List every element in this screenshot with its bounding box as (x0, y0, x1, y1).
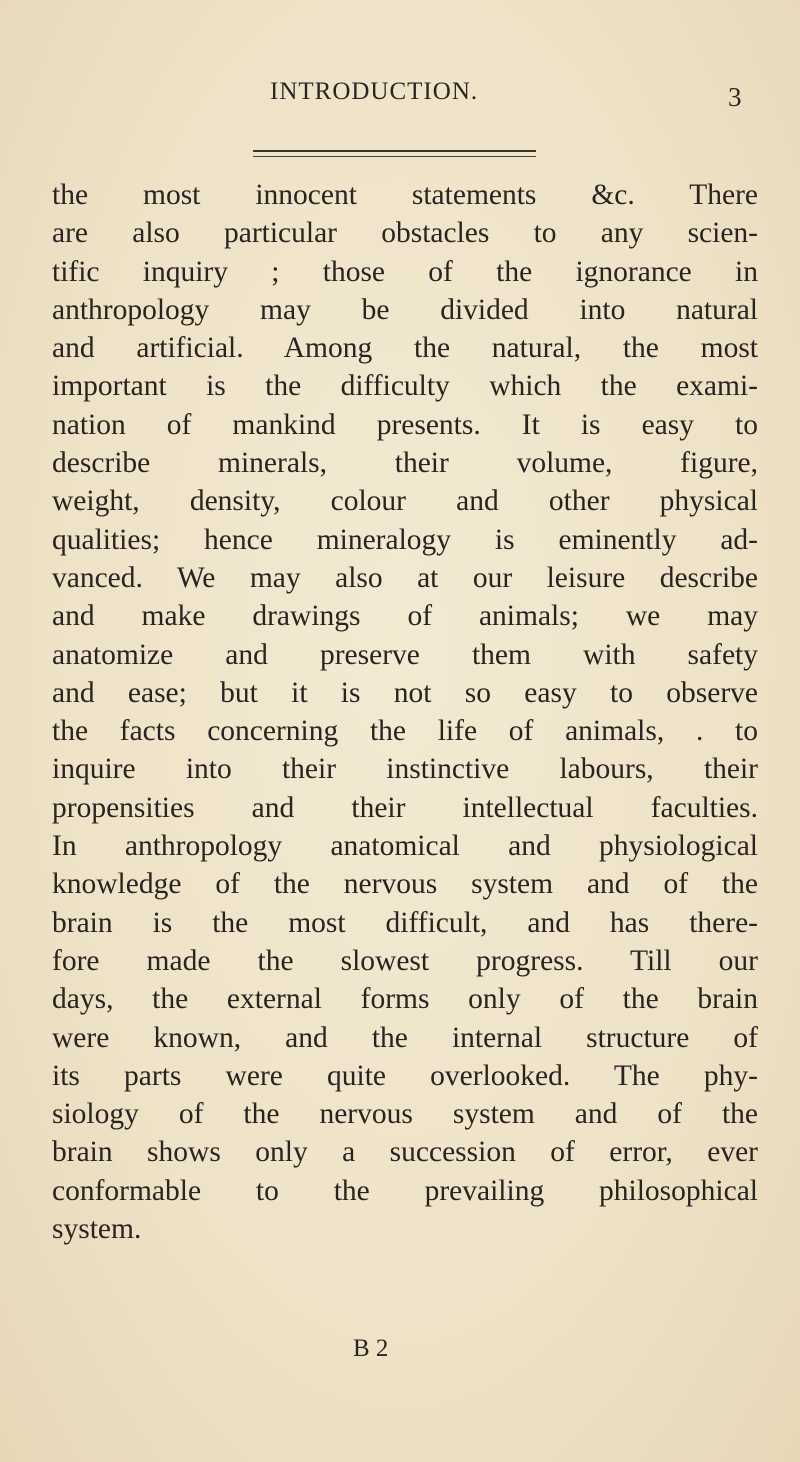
header-rule-thin (253, 156, 536, 157)
text-line: the most innocent statements &c. There (52, 179, 758, 211)
text-line: knowledge of the nervous system and of the (52, 868, 758, 901)
page-header (0, 78, 800, 118)
text-line: siology of the nervous system and of the (52, 1098, 758, 1131)
text-line: and ease; but it is not so easy to observe (52, 676, 758, 709)
text-line: and make drawings of animals; we may (52, 600, 758, 633)
text-line: vanced. We may also at our leisure describe (52, 561, 758, 594)
body-text (52, 176, 758, 1248)
text-line: its parts were quite overlooked. The phy- (52, 1059, 758, 1092)
text-line: weight, density, colour and other physical (52, 485, 758, 518)
text-line: anatomize and preserve them with safety (52, 638, 758, 671)
text-line: propensities and their intellectual faculties. (52, 791, 758, 824)
text-line: anthropology may be divided into natural (52, 293, 758, 326)
page-number: 3 (728, 82, 742, 112)
text-line: and artificial. Among the natural, the most (52, 332, 758, 365)
text-line: describe minerals, their volume, figure, (52, 447, 758, 480)
text-line-last: system. (52, 1213, 142, 1246)
running-head: INTRODUCTION. (270, 78, 479, 105)
text-line: tific inquiry ; those of the ignorance in (52, 255, 758, 288)
text-line: are also particular obstacles to any scien- (52, 217, 758, 250)
text-line: important is the difficulty which the exami- (52, 370, 758, 403)
text-line: fore made the slowest progress. Till our (52, 944, 758, 977)
text-line: conformable to the prevailing philosophical (52, 1174, 758, 1207)
header-rule (253, 150, 536, 152)
text-line: In anthropology anatomical and physiological (52, 830, 758, 863)
text-line: inquire into their instinctive labours, their (52, 753, 758, 786)
text-line: brain is the most difficult, and has there- (52, 906, 758, 939)
signature-mark: B 2 (353, 1335, 389, 1362)
text-line: the facts concerning the life of animals, . to (52, 715, 758, 748)
text-line: brain shows only a succession of error, ever (52, 1136, 758, 1169)
text-line: qualities; hence mineralogy is eminently ad- (52, 523, 758, 556)
text-line: days, the external forms only of the brain (52, 983, 758, 1016)
text-line: were known, and the internal structure of (52, 1021, 758, 1054)
text-line: nation of mankind presents. It is easy to (52, 408, 758, 441)
